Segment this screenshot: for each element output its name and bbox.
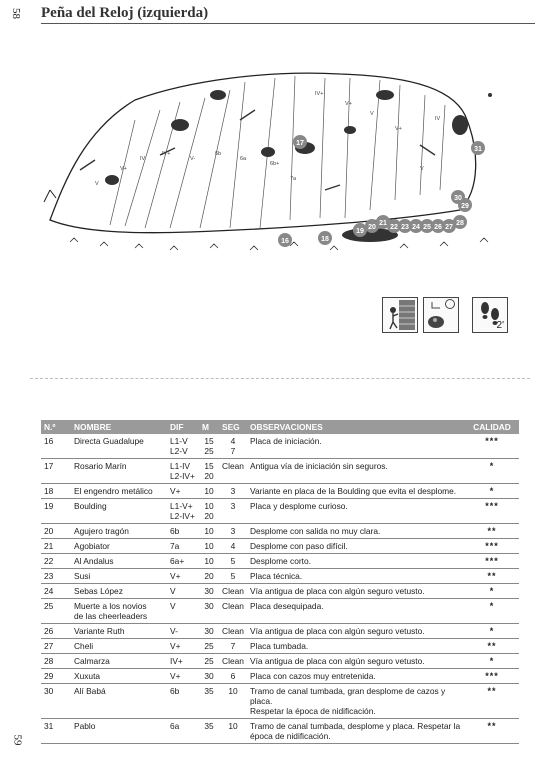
cell-obs (247, 524, 465, 539)
cell-obs-line: Placa con cazos muy entretenida. (250, 671, 376, 681)
cell-cal: * (465, 459, 519, 484)
cell-name-line: de las cheerleaders (74, 611, 148, 621)
table-row (41, 499, 519, 524)
cell-cal: *** (465, 499, 519, 524)
cell-name (71, 539, 167, 554)
table-row (41, 554, 519, 569)
table-row (41, 434, 519, 459)
route-marker-label: 24 (412, 224, 420, 231)
cell-dif-line: L1-IV (170, 461, 191, 471)
cell-dif-line: 6b (170, 526, 180, 536)
route-marker-label: 23 (401, 224, 409, 231)
cell-cal: ** (465, 569, 519, 584)
cell-m (199, 584, 219, 599)
cell-num: 25 (41, 599, 71, 624)
bolt-dot-icon (488, 93, 492, 97)
cell-m-line: 20 (204, 571, 214, 581)
cell-dif-line: IV+ (170, 656, 183, 666)
cell-m (199, 624, 219, 639)
cell-name-line: Xuxuta (74, 671, 101, 681)
cell-m-line: 30 (204, 601, 214, 611)
cell-name (71, 654, 167, 669)
route-marker-label: 22 (390, 224, 398, 231)
cell-seg-line: Clean (222, 586, 244, 596)
cell-name (71, 524, 167, 539)
grade-mark: IV+ (162, 151, 171, 157)
cell-cal: * (465, 654, 519, 669)
cell-obs (247, 459, 465, 484)
cell-obs-line: Desplome corto. (250, 556, 311, 566)
grade-mark: V (420, 166, 424, 172)
cell-dif-line: 6b (170, 686, 180, 696)
cell-dif-line: 7a (170, 541, 180, 551)
cell-m-line: 25 (204, 641, 214, 651)
table-row (41, 539, 519, 554)
grade-mark: IV+ (315, 91, 324, 97)
cell-seg-line: 3 (230, 501, 236, 511)
cell-obs-line: Vía antigua de placa con algún seguro vetusto. (250, 626, 425, 636)
cell-cal: *** (465, 539, 519, 554)
route-marker-label: 25 (423, 224, 431, 231)
header-seg: SEG (219, 420, 247, 434)
cell-dif-line: L1-V+ (170, 501, 193, 511)
cell-dif-line: 6a+ (170, 556, 185, 566)
cell-seg (219, 584, 247, 599)
cell-name (71, 584, 167, 599)
cell-dif (167, 524, 199, 539)
cell-obs-line: Placa y desplome curioso. (250, 501, 348, 511)
title-underline (41, 23, 535, 24)
cell-name-line: El engendro metálico (74, 486, 153, 496)
cell-name (71, 599, 167, 624)
cell-num: 19 (41, 499, 71, 524)
cell-seg (219, 459, 247, 484)
cell-name (71, 684, 167, 719)
cell-seg (219, 539, 247, 554)
cell-cal: * (465, 599, 519, 624)
header-cal: CALIDAD (465, 420, 519, 434)
cell-name (71, 499, 167, 524)
cell-obs (247, 719, 465, 744)
cell-dif (167, 639, 199, 654)
cell-m (199, 654, 219, 669)
cell-dif-line: V (170, 586, 176, 596)
grade-marks (95, 91, 441, 187)
cell-m-line: 30 (204, 586, 214, 596)
cell-seg-line: 3 (230, 526, 236, 536)
cell-seg-line (222, 471, 244, 481)
route-marker-label: 16 (281, 238, 289, 245)
cell-m (199, 459, 219, 484)
route-marker-label: 26 (434, 224, 442, 231)
cell-num: 31 (41, 719, 71, 744)
cell-m-line: 15 (204, 461, 214, 471)
grade-mark: V+ (120, 166, 127, 172)
cell-num: 16 (41, 434, 71, 459)
crag-topo-drawing (40, 60, 520, 265)
cell-m-line: 10 (204, 486, 214, 496)
cell-seg (219, 684, 247, 719)
cell-obs-line: Antigua vía de iniciación sin seguros. (250, 461, 388, 471)
cell-obs-line: Tramo de canal tumbada, desplome y placa. Respetar la época de nidificación. (250, 721, 461, 741)
route-marker-label: 17 (296, 140, 304, 147)
cell-seg (219, 639, 247, 654)
cell-name-line: Calmarza (74, 656, 110, 666)
cell-obs-line: Desplome con salida no muy clara. (250, 526, 381, 536)
cell-seg (219, 624, 247, 639)
grade-mark: 6b+ (270, 161, 280, 167)
cell-cal: *** (465, 434, 519, 459)
header-dif: DIF (167, 420, 199, 434)
cell-name-line: Rosario Marín (74, 461, 127, 471)
cell-num: 18 (41, 484, 71, 499)
cell-dif-line: L2-IV+ (170, 471, 195, 481)
route-marker-label: 19 (356, 228, 364, 235)
cell-m (199, 599, 219, 624)
cell-seg (219, 484, 247, 499)
cell-m-line: 20 (204, 511, 214, 521)
cell-dif (167, 554, 199, 569)
cell-seg (219, 654, 247, 669)
cell-obs-line: Placa desequipada. (250, 601, 324, 611)
cell-name-line: Boulding (74, 501, 107, 511)
grade-mark: V+ (395, 126, 402, 132)
cell-seg-line: 4 (230, 541, 236, 551)
grade-mark: IV (435, 116, 441, 122)
cell-dif (167, 719, 199, 744)
cell-m (199, 639, 219, 654)
cell-obs-line: Desplome con paso difícil. (250, 541, 348, 551)
cell-name-line: Directa Guadalupe (74, 436, 144, 446)
cell-name (71, 434, 167, 459)
route-marker-label: 29 (461, 203, 469, 210)
routes-table (41, 420, 519, 744)
cell-dif (167, 569, 199, 584)
grade-mark: V+ (345, 101, 352, 107)
cell-seg-line: 10 (228, 721, 238, 731)
cell-dif-line: V- (170, 626, 178, 636)
grade-mark: V (370, 111, 374, 117)
cell-dif-line: V+ (170, 486, 181, 496)
cell-m-line: 10 (204, 556, 214, 566)
cell-m-line: 35 (204, 686, 214, 696)
header-num: N.º (41, 420, 71, 434)
table-row (41, 484, 519, 499)
cell-name-line: Agobiator (74, 541, 110, 551)
cell-dif-line: 6a (170, 721, 180, 731)
cell-cal: ** (465, 639, 519, 654)
cell-name (71, 719, 167, 744)
table-row (41, 624, 519, 639)
cell-m-line: 10 (204, 541, 214, 551)
page-number-bottom: 59 (11, 734, 24, 746)
route-marker-label: 20 (368, 224, 376, 231)
cell-obs-line: Vía antigua de placa con algún seguro vetusto. (250, 586, 425, 596)
grade-mark: 6a (240, 156, 247, 162)
cell-m-line: 30 (204, 671, 214, 681)
cell-cal: *** (465, 669, 519, 684)
cell-dif (167, 434, 199, 459)
cell-dif (167, 484, 199, 499)
grade-mark: V- (190, 156, 196, 162)
table-row (41, 584, 519, 599)
cell-m (199, 554, 219, 569)
routes-table-body (41, 434, 519, 744)
cell-dif (167, 624, 199, 639)
cell-m-line: 10 (204, 501, 214, 511)
grade-mark: 7a (290, 176, 297, 182)
cell-name-line: Muerte a los novios (74, 601, 147, 611)
cell-seg-line: Clean (222, 601, 244, 611)
cell-obs-line: Placa técnica. (250, 571, 303, 581)
page-number-top: 58 (10, 8, 22, 19)
cell-num: 30 (41, 684, 71, 719)
cell-m (199, 569, 219, 584)
cell-obs-line: Vía antigua de placa con algún seguro vetusto. (250, 656, 425, 666)
cell-dif-line: V+ (170, 671, 181, 681)
cell-cal: ** (465, 524, 519, 539)
approach-arrow-icon (44, 190, 56, 202)
cell-name-line: Al Andalus (74, 556, 114, 566)
cell-seg (219, 719, 247, 744)
cell-obs (247, 554, 465, 569)
cell-name (71, 459, 167, 484)
cell-seg-line: 5 (230, 556, 236, 566)
cell-obs (247, 539, 465, 554)
grade-mark: IV (140, 156, 146, 162)
cell-m-line: 25 (204, 446, 214, 456)
approach-time-label: 2' (496, 320, 504, 331)
cell-dif (167, 654, 199, 669)
cell-dif-line: L1-V (170, 436, 188, 446)
cell-obs-line: Variante en placa de la Boulding que evita el desplome. (250, 486, 457, 496)
cell-seg (219, 499, 247, 524)
route-marker-label: 27 (445, 224, 453, 231)
cell-m-line: 25 (204, 656, 214, 666)
cell-seg (219, 524, 247, 539)
table-row (41, 524, 519, 539)
route-marker-label: 30 (454, 195, 462, 202)
cell-seg-line: Clean (222, 461, 244, 471)
cell-num: 24 (41, 584, 71, 599)
grade-mark: 6b (215, 151, 222, 157)
cell-cal: *** (465, 554, 519, 569)
cell-m (199, 684, 219, 719)
cell-dif-line: V (170, 601, 176, 611)
table-header-row (41, 420, 519, 434)
cell-seg-line: 10 (228, 686, 238, 696)
cell-obs (247, 669, 465, 684)
cell-obs-line: Respetar la época de nidificación. (250, 706, 376, 716)
cell-m (199, 499, 219, 524)
table-row (41, 459, 519, 484)
cell-name-line: Susi (74, 571, 91, 581)
cell-m (199, 669, 219, 684)
cell-name-line: Cheli (74, 641, 94, 651)
cell-seg (219, 434, 247, 459)
header-m: M (199, 420, 219, 434)
cell-seg-line: 6 (230, 671, 236, 681)
cell-obs (247, 684, 465, 719)
cell-seg-line: 7 (230, 641, 236, 651)
cell-m (199, 484, 219, 499)
cell-obs (247, 624, 465, 639)
cell-cal: ** (465, 719, 519, 744)
route-marker-label: 31 (474, 146, 482, 153)
cell-name (71, 484, 167, 499)
header-obs: OBSERVACIONES (247, 420, 465, 434)
cell-seg-line (222, 511, 244, 521)
table-row (41, 569, 519, 584)
table-row (41, 684, 519, 719)
cell-seg-line: 7 (230, 446, 236, 456)
cell-dif (167, 669, 199, 684)
table-row (41, 669, 519, 684)
cell-cal: * (465, 484, 519, 499)
cell-obs (247, 639, 465, 654)
cell-dif (167, 539, 199, 554)
cell-name-line: Sebas López (74, 586, 123, 596)
cell-obs (247, 584, 465, 599)
cell-m-line: 20 (204, 471, 214, 481)
grade-mark: V (95, 181, 99, 187)
cell-m-line: 10 (204, 526, 214, 536)
cell-name-line: Variante Ruth (74, 626, 125, 636)
cell-dif (167, 684, 199, 719)
cell-num: 22 (41, 554, 71, 569)
cell-m (199, 719, 219, 744)
cell-name-line: Pablo (74, 721, 96, 731)
cell-obs (247, 569, 465, 584)
cell-obs-line: Tramo de canal tumbada, gran desplome de cazos y placa. (250, 686, 446, 706)
cell-obs (247, 484, 465, 499)
cell-m (199, 434, 219, 459)
cell-seg-line: 3 (230, 486, 236, 496)
cell-dif-line: V+ (170, 571, 181, 581)
cell-obs-line: Placa de iniciación. (250, 436, 322, 446)
cell-seg (219, 554, 247, 569)
cell-dif (167, 459, 199, 484)
cell-seg (219, 569, 247, 584)
cell-name (71, 624, 167, 639)
cell-m-line: 30 (204, 626, 214, 636)
cell-cal: ** (465, 684, 519, 719)
cell-seg (219, 669, 247, 684)
family-friendly-icon (423, 297, 459, 333)
cell-obs (247, 599, 465, 624)
cell-obs (247, 434, 465, 459)
cell-name-line: Agujero tragón (74, 526, 129, 536)
route-marker-label: 28 (456, 220, 464, 227)
cell-seg-line: 5 (230, 571, 236, 581)
cell-num: 27 (41, 639, 71, 654)
cell-dif (167, 499, 199, 524)
cell-cal: * (465, 624, 519, 639)
cell-dif-line: L2-V (170, 446, 188, 456)
table-row (41, 639, 519, 654)
cell-obs (247, 654, 465, 669)
route-marker-label: 18 (321, 236, 329, 243)
cell-name (71, 669, 167, 684)
cell-dif (167, 599, 199, 624)
cell-dif-line: L2-IV+ (170, 511, 195, 521)
cell-num: 26 (41, 624, 71, 639)
cell-num: 28 (41, 654, 71, 669)
header-name: NOMBRE (71, 420, 167, 434)
cell-obs (247, 499, 465, 524)
cell-seg-line: Clean (222, 656, 244, 666)
cell-cal: * (465, 584, 519, 599)
table-row (41, 654, 519, 669)
route-lines (110, 76, 445, 228)
cell-num: 17 (41, 459, 71, 484)
cell-num: 20 (41, 524, 71, 539)
cell-dif (167, 584, 199, 599)
cell-num: 29 (41, 669, 71, 684)
table-row (41, 719, 519, 744)
cell-seg-line: Clean (222, 626, 244, 636)
cell-m-line: 15 (204, 436, 214, 446)
cell-name (71, 569, 167, 584)
slab-wall-icon (382, 297, 418, 333)
cell-seg (219, 599, 247, 624)
cell-seg-line: 4 (230, 436, 236, 446)
cell-obs-line: Placa tumbada. (250, 641, 309, 651)
page-title: Peña del Reloj (izquierda) (41, 5, 209, 21)
cell-m-line: 35 (204, 721, 214, 731)
cell-name (71, 639, 167, 654)
approach-time-icon (472, 297, 508, 333)
route-marker-label: 21 (379, 220, 387, 227)
cell-num: 23 (41, 569, 71, 584)
table-row (41, 599, 519, 624)
section-divider (30, 378, 530, 379)
cell-num: 21 (41, 539, 71, 554)
cell-m (199, 539, 219, 554)
cracks (80, 110, 435, 190)
cell-m (199, 524, 219, 539)
cell-name (71, 554, 167, 569)
cell-dif-line: V+ (170, 641, 181, 651)
cell-name-line: Alí Babá (74, 686, 106, 696)
